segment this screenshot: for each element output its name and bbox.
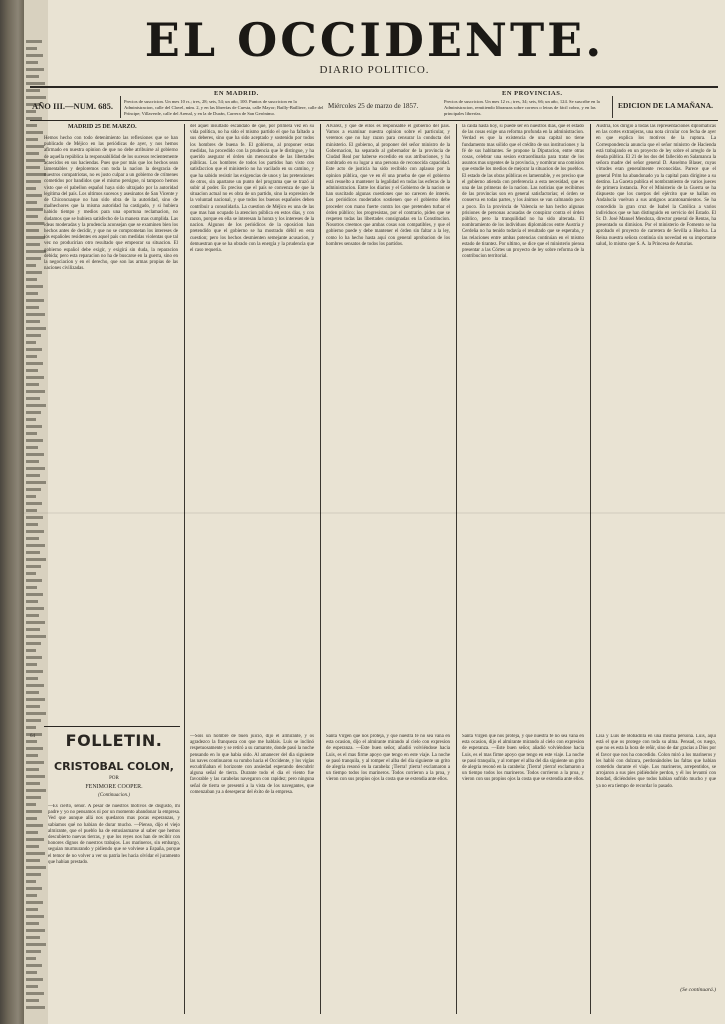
previous-page-text-line <box>26 376 44 379</box>
previous-page-text-line <box>26 558 46 561</box>
previous-page-text-line <box>26 124 37 127</box>
provinces-label: EN PROVINCIAS. <box>502 90 563 97</box>
previous-page-text-line <box>26 327 46 330</box>
folletin-continuation: (Continuacion.) <box>98 793 130 798</box>
previous-page-text-line <box>26 537 39 540</box>
header-divider <box>612 96 613 118</box>
previous-page-text-line <box>26 607 44 610</box>
folletin-text: Santa Virgen que nos proteja, y que nuestra fé no sea vana en esta ocasion, dijo el almirante mirando al cielo con expresion de esperanza. —Este buen señor, añadió volviéndose hacia Luis, es el mas firme apoyo que tengo en este viaje. La noche se pasó tranquila, y al romper el alba del dia siguiente un grito de alegria resonó en la carabela: ¡Tierra! ¡tierra! exclamaron a un tiempo todos los marineros. Todos corrieron a la proa, y vieron con sus propios ojos la costa que se extendia ante ellos. <box>326 734 450 783</box>
previous-page-text-line <box>26 215 38 218</box>
column-divider <box>590 124 591 1014</box>
previous-page-text-line <box>26 712 46 715</box>
previous-page-text-line <box>26 306 39 309</box>
previous-page-text-line <box>26 663 37 666</box>
previous-page-text-line <box>26 208 43 211</box>
edition-label: EDICION DE LA MAÑANA. <box>618 101 714 110</box>
previous-page-text-line <box>26 173 46 176</box>
folletin-column-4 <box>462 734 584 1014</box>
previous-page-text-line <box>26 621 45 624</box>
previous-page-text-line <box>26 425 42 428</box>
previous-page-text-line <box>26 1006 45 1009</box>
previous-page-text-line <box>26 152 39 155</box>
previous-page-text-line <box>26 271 42 274</box>
previous-page-text-line <box>26 502 42 505</box>
previous-page-text-line <box>26 369 38 372</box>
previous-page-text-line <box>26 572 36 575</box>
previous-page-text-line <box>26 999 39 1002</box>
previous-page-text-line <box>26 915 44 918</box>
previous-page-text-line <box>26 614 39 617</box>
previous-page-text-line <box>26 187 36 190</box>
previous-page-text-line <box>26 285 43 288</box>
previous-page-text-line <box>26 516 43 519</box>
column-divider <box>456 124 457 1014</box>
previous-page-text-line <box>26 138 38 141</box>
previous-page-text-line <box>26 600 38 603</box>
previous-page-text-line <box>26 180 41 183</box>
article-dateline: MADRID 25 DE MARZO. <box>68 124 137 130</box>
previous-page-text-line <box>26 943 46 946</box>
article-column-3 <box>326 124 450 724</box>
folletin-column-3 <box>326 734 450 1014</box>
previous-page-text-line <box>26 432 37 435</box>
previous-page-text-line <box>26 236 45 239</box>
previous-page-text-line <box>26 810 42 813</box>
article-text: Austria, los dirigió á todas las representaciones diplomáticas en las cortes extranjeras, una nota circular con fecha de ayer en que explica los motivos de la ruptura. La Correspondencia anuncia que el señor ministro de Hacienda está trabajando en un proyecto de ley sobre el arreglo de la deuda pública. El 21 de los dos del fallecido en Salamanca la señora madre del señor general D. Anselmo Blaser, cuyas virtudes eran generalmente reconocidas. Parece que el general Prim ha abandonado ya la capital para dirigirse a su destino. La Gaceta publica el nombramiento de varios jueces de primera instancia. Por el Ministerio de la Guerra se ha dispuesto que los cuerpos del ejército que se hallan en Andalucía vuelvan a sus antiguos acantonamientos. Se ha concedido la gran cruz de Isabel la Católica a varios individuos que se han distinguido en servicio del Estado. El Sr. D. José Manuel Mendoza, director general de Rentas, ha presentado su dimision. Por el ministerio de Fomento se ha aprobado el proyecto de carretera de Sevilla a Huelva. La Reina nuestra señora continúa sin novedad en su importante salud, lo mismo que S. A. la Princesa de Asturias. <box>596 124 716 247</box>
previous-page-text-line <box>26 159 45 162</box>
article-column-2 <box>190 124 314 724</box>
previous-page-text-line <box>26 194 42 197</box>
previous-page-text-line <box>26 131 43 134</box>
previous-page-text-line <box>26 705 40 708</box>
previous-page-text-line <box>26 257 41 260</box>
newspaper-subtitle: DIARIO POLITICO. <box>319 64 430 76</box>
previous-page-text-line <box>26 334 41 337</box>
previous-page-text-line <box>26 418 36 421</box>
previous-page-text-line <box>26 579 42 582</box>
previous-page-text-line <box>26 824 43 827</box>
previous-page-text-line <box>26 628 40 631</box>
previous-page-text-line <box>26 453 44 456</box>
previous-page-text-line <box>26 481 46 484</box>
folletin-by: POR <box>109 776 119 781</box>
previous-page-text-line <box>26 929 45 932</box>
header-divider <box>120 96 121 118</box>
previous-page-text-line <box>26 908 38 911</box>
previous-page-text-line <box>26 950 41 953</box>
previous-page-text-line <box>26 698 45 701</box>
previous-page-text-line <box>26 278 37 281</box>
previous-page-text-line <box>26 656 42 659</box>
previous-page-text-line <box>26 677 38 680</box>
previous-page-text-line <box>26 299 44 302</box>
previous-page-text-line <box>26 523 38 526</box>
previous-page-text-line <box>26 894 37 897</box>
previous-page-text-line <box>26 439 43 442</box>
column-divider <box>320 124 321 1014</box>
previous-page-text-line <box>26 726 36 729</box>
header-rule-bottom <box>30 120 718 121</box>
previous-page-text-line <box>26 348 42 351</box>
previous-page-text-line <box>26 404 46 407</box>
provinces-prices: Precios de suscricion. Un mes 12 rs.; tres, 34; seis, 66; un año, 124. Se suscribe en la Administracion, remitiendo libranzas sobre correos o letras de fácil cobro, y en las principales librerías. <box>444 99 600 116</box>
previous-page-text-line <box>26 817 37 820</box>
folletin-text: Santa Virgen que nos proteja, y que nuestra fé no sea vana en esta ocasion, dijo el almirante mirando al cielo con expresion de esperanza. —Este buen señor, añadió volviéndose hacia Luis, es el mas firme apoyo que tengo en este viaje. La noche se pasó tranquila, y al romper el alba del dia siguiente un grito de alegria resonó en la carabela: ¡Tierra! ¡tierra! exclamaron a un tiempo todos los marineros. Todos corrieron a la proa, y vieron con sus propios ojos la costa que se extendia ante ellos. <box>462 734 584 783</box>
article-column-5 <box>596 124 716 724</box>
previous-page-text-line <box>26 782 40 785</box>
previous-page-text-line <box>26 845 39 848</box>
issue-number: AÑO III.—NUM. 685. <box>32 101 113 111</box>
previous-page-text-line <box>26 390 45 393</box>
previous-page-text-line <box>26 446 38 449</box>
previous-page-text-line <box>26 691 39 694</box>
previous-page-text-line <box>26 789 46 792</box>
madrid-label: EN MADRID. <box>214 90 259 97</box>
previous-page-text-line <box>26 397 40 400</box>
previous-page-text-line <box>26 222 44 225</box>
previous-page-text-line <box>26 411 41 414</box>
previous-page-text-line <box>26 922 39 925</box>
previous-page-text-line <box>26 859 40 862</box>
folletin-text: —Sois un hombre de buen juicio, dijo el almirante, y os agradezco la franqueza con que me hablais. Luis se inclinó respetuosamente y se retiró a su camarote, donde pasó la noche pensando en lo que habia oido. Al amanecer del dia siguiente las naves continuaron su rumbo hacia el Occidente, y los vigías escudriñaban el horizonte con ansiedad esperando descubrir alguna señal de tierra. Durante todo el dia el viento fue favorable y las carabelas navegaron con rapidez; pero ninguna señal de tierra se presentó a la vista de los navegantes, que comenzaban ya a desesperar del éxito de la empresa. <box>190 734 314 795</box>
folletin-signoff: (Se continuará.) <box>680 987 716 993</box>
previous-page-text-line <box>26 635 46 638</box>
previous-page-text-line <box>26 649 36 652</box>
previous-page-text-line <box>26 838 44 841</box>
previous-page-text-line <box>26 460 39 463</box>
newspaper-title: EL OCCIDENTE. <box>144 13 605 67</box>
previous-page-text-line <box>26 355 37 358</box>
previous-page-text-line <box>26 586 37 589</box>
previous-page-text-line <box>26 593 43 596</box>
previous-page-text-line <box>26 880 36 883</box>
folletin-column-5 <box>596 734 716 1014</box>
folletin-title: FOLLETIN. <box>65 731 163 750</box>
previous-page-text-line <box>26 530 44 533</box>
previous-page-text-line <box>26 362 43 365</box>
previous-page-text-line <box>26 320 40 323</box>
previous-page-text-line <box>26 383 39 386</box>
previous-page-text-line <box>26 82 45 85</box>
previous-page-text-line <box>26 761 44 764</box>
previous-page-text-line <box>26 985 38 988</box>
previous-page-text-line <box>26 89 40 92</box>
previous-page-text-line <box>26 978 43 981</box>
previous-page-text-line <box>26 803 36 806</box>
previous-page-text-line <box>26 754 38 757</box>
previous-page-text-line <box>26 740 37 743</box>
folletin-rule <box>44 726 180 727</box>
previous-page-text-line <box>26 747 43 750</box>
previous-page-text-line <box>26 495 36 498</box>
folletin-text: —Es cierto, señor. A pesar de nuestros motivos de disgusto, mi padre y yo no pensamos ni por un momento abandonar la empresa. Ved que aunque allá nos quedaron mas pocas esperanzas, y sabiamos qué no habian de durar mucho. —Pienso, dijo el viejo almirante, que el pueblo ha de entusiasmarse al saber que hemos descubierto nuevas tierras, y que los reyes nos han de recibir con honores dignos de nuestros trabajos. Los marineros, sin embargo, seguian murmurando y pidiendo que se volviese a España, porque el temor de no volver a ver su patria les hacia olvidar el juramento que habian prestado. <box>48 804 180 865</box>
previous-page-text-line <box>26 551 40 554</box>
previous-page-text-line <box>26 565 41 568</box>
previous-page-text-line <box>26 313 45 316</box>
previous-page-text-line <box>26 831 38 834</box>
column-divider <box>184 124 185 1014</box>
previous-page-text-line <box>26 964 42 967</box>
article-text: del aquel insultado escándalo de que, por primera vez en su vida política, no ha sido el mismo partido el que ha faltado a sus deberes, sino que ha sido aceptado y sostenido por todos los hombres de buena fe. El gobierno, al proponer estas medidas, ha procedido con la prudencia que le distingue, y ha querido asegurar el órden sin menoscabo de las libertades públicas. Los hombres de todos los partidos han visto con satisfaccion que el ministerio no ha vacilado en su camino, y que ha sabido resistir las exigencias de unos y las pretensiones de otros, sin apartarse un punto del programa que se trazó al subir al poder. Es preciso que el país se convenza de que la situacion actual no es obra de un partido, sino la expresion de la voluntad nacional, y que todos los buenos españoles deben contribuir a consolidarla. La cuestion de Méjico es una de las que mas han ocupado la atencion pública en estos dias, y con razon, porque en ella se interesan la honra y los intereses de la nacion. Algunos de los periódicos de la oposicion han pretendido que el gobierno se ha mostrado débil en esta cuestion; pero los hechos desmienten semejante acusacion, y demuestran que se ha obrado con la energía y la prudencia que el caso requeria. <box>190 124 314 254</box>
previous-page-text-line <box>26 544 45 547</box>
previous-page-text-line <box>26 201 37 204</box>
previous-page-text-line <box>26 887 42 890</box>
previous-page-text-line <box>26 229 39 232</box>
previous-page-text-line <box>26 145 44 148</box>
madrid-prices: Precios de suscricion. Un mes 10 rs.; tres, 28; seis, 54; un año, 100. Puntos de suscricion en la Administracion, calle del Clavel, núm. 2, y en las librerías de Cuesta, calle Mayor; Bailly-Bailliere, calle del Príncipe; Villaverde, calle del Arenal, y en la de Durán, Carrera de San Gerónimo. <box>124 99 324 116</box>
previous-page-text-line <box>26 341 36 344</box>
folletin-page-tag: 64 <box>30 734 35 739</box>
folletin-author: FENIMORE COOPER. <box>85 784 143 790</box>
newspaper-page <box>24 0 725 1024</box>
previous-page-text-line <box>26 467 45 470</box>
folletin-text: Lisa y Luis de Bobadilla en una misma persona. Luis, aquí está el que os protege con toda su alma. Pensad, os ruego, que no es esta la hora de reñir, sino de dar gracias a Dios por el favor que nos ha concedido. Colon miró a los marineros y les habló con dulzura, perdonándoles las faltas que habian cometido durante el viaje. Los marineros, arrepentidos, se arrojaron a sus pies pidiéndole perdon, y él los levantó con bondad, diciéndoles que todos habian sufrido mucho y que ya no era tiempo de recordar lo pasado. <box>596 734 716 789</box>
previous-page-text-line <box>26 775 45 778</box>
previous-page-text-line <box>26 936 40 939</box>
previous-page-text-line <box>26 796 41 799</box>
previous-page-text-line <box>26 292 38 295</box>
previous-page-text-line <box>26 768 39 771</box>
folletin-section <box>30 731 180 984</box>
article-column-4 <box>462 124 584 724</box>
previous-page-text-line <box>26 96 46 99</box>
previous-page-text-line <box>26 992 44 995</box>
previous-page-text-line <box>26 642 41 645</box>
folletin-column-2 <box>190 734 314 1014</box>
folletin-story-title: CRISTOBAL COLON, <box>54 760 174 773</box>
previous-page-text-line <box>26 670 43 673</box>
article-column-1 <box>44 124 178 719</box>
issue-date: Miércoles 25 de marzo de 1857. <box>328 102 419 110</box>
previous-page-text-line <box>26 866 46 869</box>
previous-page-text-line <box>26 488 41 491</box>
previous-page-text-line <box>26 264 36 267</box>
masthead-rule-top <box>30 86 718 88</box>
article-text: Alvarez, y que de ellos es responsable el gobierno del país. Vamos a examinar nuestra opinion sobre el particular, y veremos que no hay razon para censurar la conducta del ministerio. El gobierno, al proponer del señor ministro de la Gobernacion, ha separado al gobernador de la provincia de Ciudad Real por haberse excedido en sus atribuciones, y ha nombrado en su lugar a una persona de reconocida capacidad. Este acto de justicia ha sido recibido con aplauso por la opinion pública, que ve en él una prueba de que el gobierno está resuelto a mantener la legalidad en todas las esferas de la administracion. Entre los diarios y el Gobierno de la nacion se han suscitado algunas cuestiones que no carecen de interés. Los periódicos moderados sostienen que el gobierno debe proceder con mano fuerte contra los que pretenden turbar el órden público; los progresistas, por el contrario, piden que se respeten todas las libertades consignadas en la Constitucion. Nosotros creemos que ambas cosas son compatibles, y que el gobierno puede y debe mantener el órden sin faltar a la ley, como lo ha hecho hasta aquí con general aprobacion de los hombres sensatos de todos los partidos. <box>326 124 450 247</box>
previous-page-text-line <box>26 684 44 687</box>
previous-page-text-line <box>26 971 37 974</box>
article-text: la caída hasta hoy, si puede ser en nuestros dias, que el estado de las cosas exige una reforma profunda en la administracion. Verdad es que la existencia de una capital no tiene fundamento mas sólido que el crédito de sus instituciones y la fé de sus habitantes. Se propone la Diputacion, entre otras cosas, celebrar una sesion extraordinaria para tratar de los asuntos mas urgentes de la provincia, y nombrar una comision que estudie los medios de mejorar la situacion de los pueblos. El estado de las obras públicas es lamentable, y es preciso que el gobierno atienda con preferencia a esta necesidad, que es una de las primeras de la nacion. Las noticias que recibimos de las provincias son en general satisfactorias; el órden se conserva en todas partes, y los ánimos se van calmando poco a poco. En la provincia de Valencia se han hecho algunas prisiones de personas acusadas de conspirar contra el órden público, pero la tranquilidad no ha sido alterada. El nombramiento de los individuos diplomáticos entre Austria y Cerdeña no ha tenido todavía el resultado que se esperaba, y las relaciones entre ambas potencias continúan en el mismo estado de tirantez. Por ultimo, se dice que el ministerio piensa presentar a las Córtes un proyecto de ley sobre reforma de la contribucion territorial. <box>462 124 584 260</box>
previous-page-text-line <box>26 474 40 477</box>
previous-page-text-line <box>26 243 40 246</box>
previous-page-text-line <box>26 873 41 876</box>
previous-page-text-line <box>26 852 45 855</box>
previous-page-text-line <box>26 250 46 253</box>
previous-page-text-line <box>26 901 43 904</box>
previous-page-text-line <box>26 719 41 722</box>
article-text: Hemos hecho con todo detenimiento las reflexiones que se han publicado de Méjico en las periódicas de ayer, y nos hemos afirmado en nuestra opinion de que no debe atribuirse al gobierno de aquella república la responsabilidad de los sucesos recientemente acaecidos en sus haciendas. Pues que por más que los hechos sean lamentables y deploremos con toda la nacion la desgracia de nuestros compatriotas, no es justo culpar a un gobierno de crímenes cometidos por bandidos que el mismo persigue, ni tampoco hemos visto que el pabellon español haya sido ultrajado por la autoridad legítima del país. Los ultimos sucesos y asesinatos de San Vicente y de Chiconcuaque no han sido obra de la autoridad, sino de malhechores que la misma autoridad ha castigado, y si hubiera habido tiempo y medios para una oportuna reclamacion, no dudamos que se hubiera satisfecho de la manera mas cumplida. Las ideas moderadas y la prudencia aconsejan que se examinen bien los hechos antes de decidir, y que no se comprometan los intereses de los españoles residentes en aquel país con medidas violentas que tal vez no producirian otro resultado que empeorar su situacion. El gobierno español debe exigir, y exigirá sin duda, la reparacion debida; pero esta reparacion no ha de buscarse en la guerra, sino en la negociacion y en el derecho, que son las armas propias de las naciones civilizadas. <box>44 136 178 272</box>
previous-page-text-line <box>26 957 36 960</box>
previous-page-text-line <box>26 166 40 169</box>
page-fold <box>24 512 725 514</box>
